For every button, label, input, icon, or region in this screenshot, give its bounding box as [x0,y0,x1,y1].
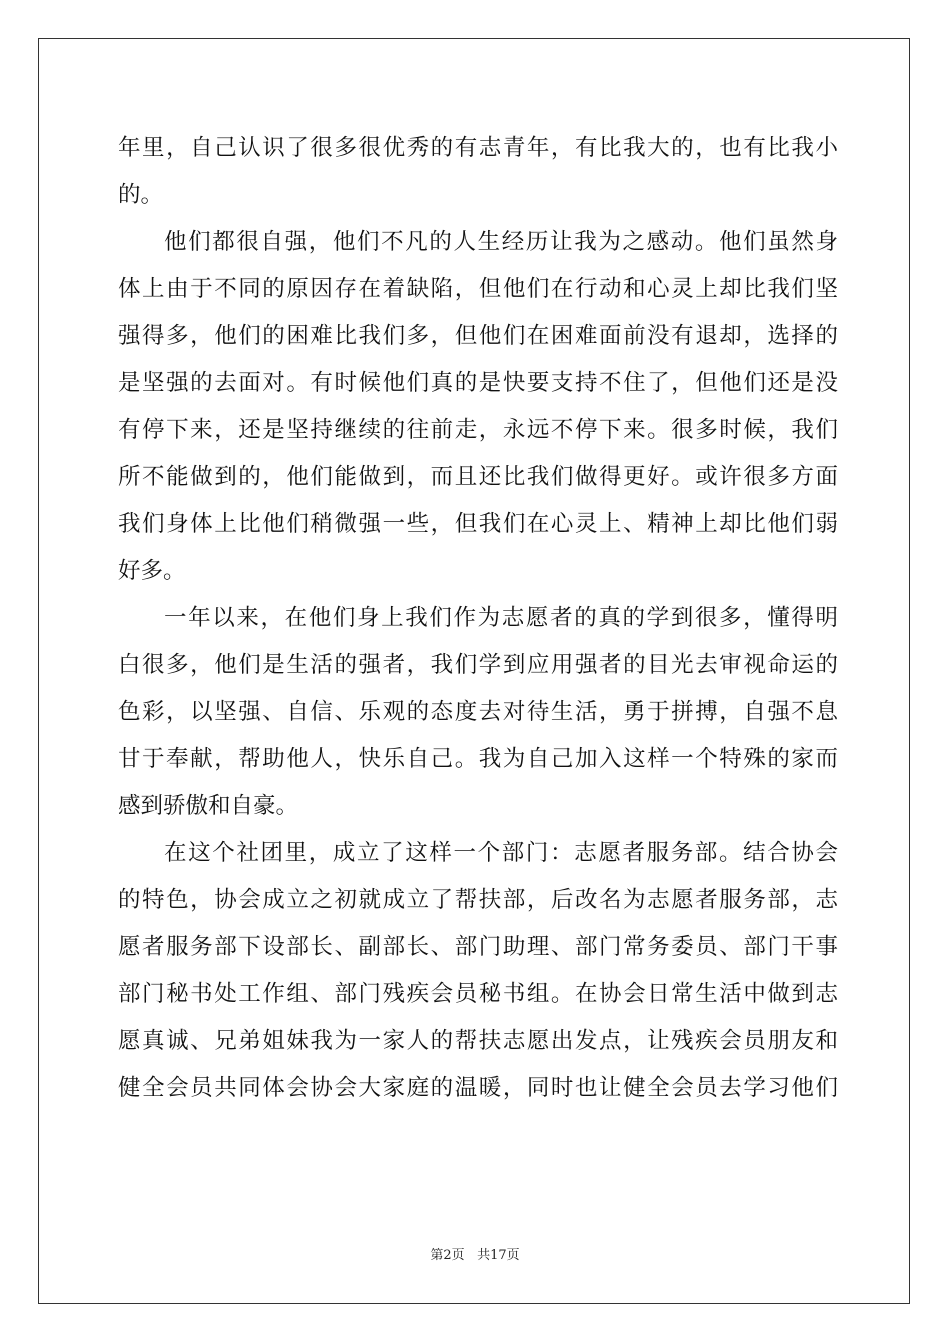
text-line: 色彩，以坚强、自信、乐观的态度去对待生活，勇于拼搏，自强不息 [118,699,838,725]
text-line: 愿真诚、兄弟姐妹我为一家人的帮扶志愿出发点，让残疾会员朋友和 [118,1028,838,1054]
text-line: 白很多，他们是生活的强者，我们学到应用强者的目光去审视命运的 [118,652,838,678]
text-line: 愿者服务部下设部长、副部长、部门助理、部门常务委员、部门干事 [118,934,838,960]
text-line: 的。 [118,182,164,208]
page-footer [0,1244,950,1263]
text-line: 甘于奉献，帮助他人，快乐自己。我为自己加入这样一个特殊的家而 [118,746,838,772]
text-line: 感到骄傲和自豪。 [118,793,299,819]
document-body [118,125,838,1112]
text-line: 在这个社团里，成立了这样一个部门：志愿者服务部。结合协会 [164,840,838,866]
text-line: 他们都很自强，他们不凡的人生经历让我为之感动。他们虽然身 [164,229,838,255]
page-number: 第2页 [430,1248,465,1263]
text-line: 是坚强的去面对。有时候他们真的是快要支持不住了，但他们还是没 [118,370,838,396]
page-total: 共17页 [477,1248,520,1263]
text-line: 的特色，协会成立之初就成立了帮扶部，后改名为志愿者服务部，志 [118,887,838,913]
text-line: 强得多，他们的困难比我们多，但他们在困难面前没有退却，选择的 [118,323,838,349]
text-line: 所不能做到的，他们能做到，而且还比我们做得更好。或许很多方面 [118,464,838,490]
text-line: 好多。 [118,558,186,584]
text-line: 年里，自己认识了很多很优秀的有志青年，有比我大的，也有比我小 [118,135,838,161]
text-line: 体上由于不同的原因存在着缺陷，但他们在行动和心灵上却比我们坚 [118,276,838,302]
text-line: 一年以来，在他们身上我们作为志愿者的真的学到很多，懂得明 [164,605,838,631]
text-line: 部门秘书处工作组、部门残疾会员秘书组。在协会日常生活中做到志 [118,981,838,1007]
text-line: 健全会员共同体会协会大家庭的温暖，同时也让健全会员去学习他们 [118,1075,838,1101]
text-line: 我们身体上比他们稍微强一些，但我们在心灵上、精神上却比他们弱 [118,511,838,537]
text-line: 有停下来，还是坚持继续的往前走，永远不停下来。很多时候，我们 [118,417,838,443]
